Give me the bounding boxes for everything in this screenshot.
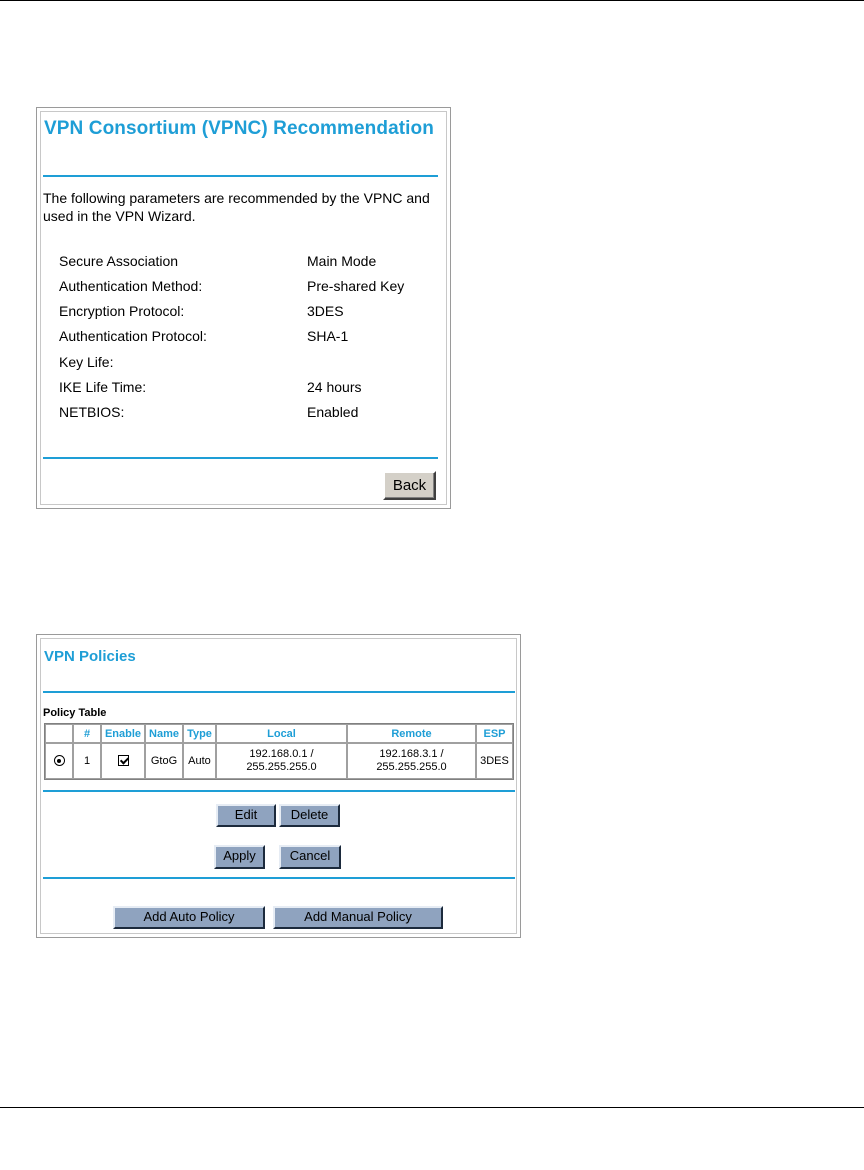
policy-esp: 3DES: [476, 743, 513, 779]
vpn-policies-title: VPN Policies: [44, 648, 136, 665]
policy-number: 1: [73, 743, 101, 779]
footer-divider: [43, 457, 438, 459]
param-row-netbios: [59, 404, 439, 424]
title-divider: [43, 691, 515, 693]
vpn-policies-window: [36, 634, 521, 938]
param-value: Main Mode: [307, 253, 377, 269]
param-row-secure-association: [59, 253, 439, 273]
table-row: [45, 743, 513, 779]
header-name: Name: [145, 724, 183, 743]
param-label: Authentication Protocol:: [59, 328, 207, 344]
policy-local: [216, 743, 347, 779]
policy-name: GtoG: [145, 743, 183, 779]
param-row-ike-life-time: [59, 379, 439, 399]
param-value: 3DES: [307, 303, 344, 319]
param-row-encryption-protocol: [59, 303, 439, 323]
policy-select-radio[interactable]: [54, 755, 65, 766]
vpnc-title: VPN Consortium (VPNC) Recommendation: [44, 118, 434, 139]
vpnc-intro-text: The following parameters are recommended by the VPNC and used in the VPN Wizard.: [43, 190, 430, 224]
vpnc-recommendation-content: [40, 111, 447, 505]
apply-button[interactable]: Apply: [214, 845, 265, 869]
param-label: Encryption Protocol:: [59, 303, 185, 319]
table-divider: [43, 790, 515, 792]
edit-button[interactable]: Edit: [216, 804, 276, 827]
add-manual-policy-button[interactable]: Add Manual Policy: [273, 906, 443, 929]
param-label: NETBIOS:: [59, 404, 125, 420]
vpn-policies-content: [40, 638, 517, 934]
page-top-rule: [0, 0, 864, 1]
cancel-button[interactable]: Cancel: [279, 845, 341, 869]
policy-type: Auto: [183, 743, 216, 779]
param-value: 24 hours: [307, 379, 362, 395]
policy-remote: [347, 743, 476, 779]
header-local: Local: [216, 724, 347, 743]
policy-select-cell: [45, 743, 73, 779]
param-value: Enabled: [307, 404, 359, 420]
table-header-row: [45, 724, 513, 743]
header-type: Type: [183, 724, 216, 743]
param-label: Key Life:: [59, 354, 114, 370]
param-label: Authentication Method:: [59, 278, 203, 294]
policy-enable-checkbox[interactable]: [118, 755, 129, 766]
policy-table: [44, 723, 514, 780]
local-mask: 255.255.255.0: [246, 761, 317, 773]
param-value: Pre-shared Key: [307, 278, 405, 294]
param-label: Secure Association: [59, 253, 179, 269]
header-remote: Remote: [347, 724, 476, 743]
page-bottom-rule: [0, 1107, 864, 1108]
param-label: IKE Life Time:: [59, 379, 147, 395]
vpnc-recommendation-window: [36, 107, 451, 509]
policy-enable-cell: [101, 743, 145, 779]
header-enable: Enable: [101, 724, 145, 743]
remote-mask: 255.255.255.0: [376, 761, 447, 773]
header-esp: ESP: [476, 724, 513, 743]
back-button[interactable]: Back: [383, 471, 436, 500]
param-row-authentication-method: [59, 278, 439, 298]
actions-divider: [43, 877, 515, 879]
param-row-key-life: [59, 354, 439, 374]
header-select: [45, 724, 73, 743]
header-number: #: [73, 724, 101, 743]
param-row-authentication-protocol: [59, 328, 439, 348]
local-ip: 192.168.0.1 /: [249, 748, 314, 760]
delete-button[interactable]: Delete: [279, 804, 340, 827]
param-value: SHA-1: [307, 328, 349, 344]
add-auto-policy-button[interactable]: Add Auto Policy: [113, 906, 265, 929]
remote-ip: 192.168.3.1 /: [379, 748, 444, 760]
policy-table-caption: Policy Table: [43, 707, 107, 719]
title-divider: [43, 175, 438, 177]
